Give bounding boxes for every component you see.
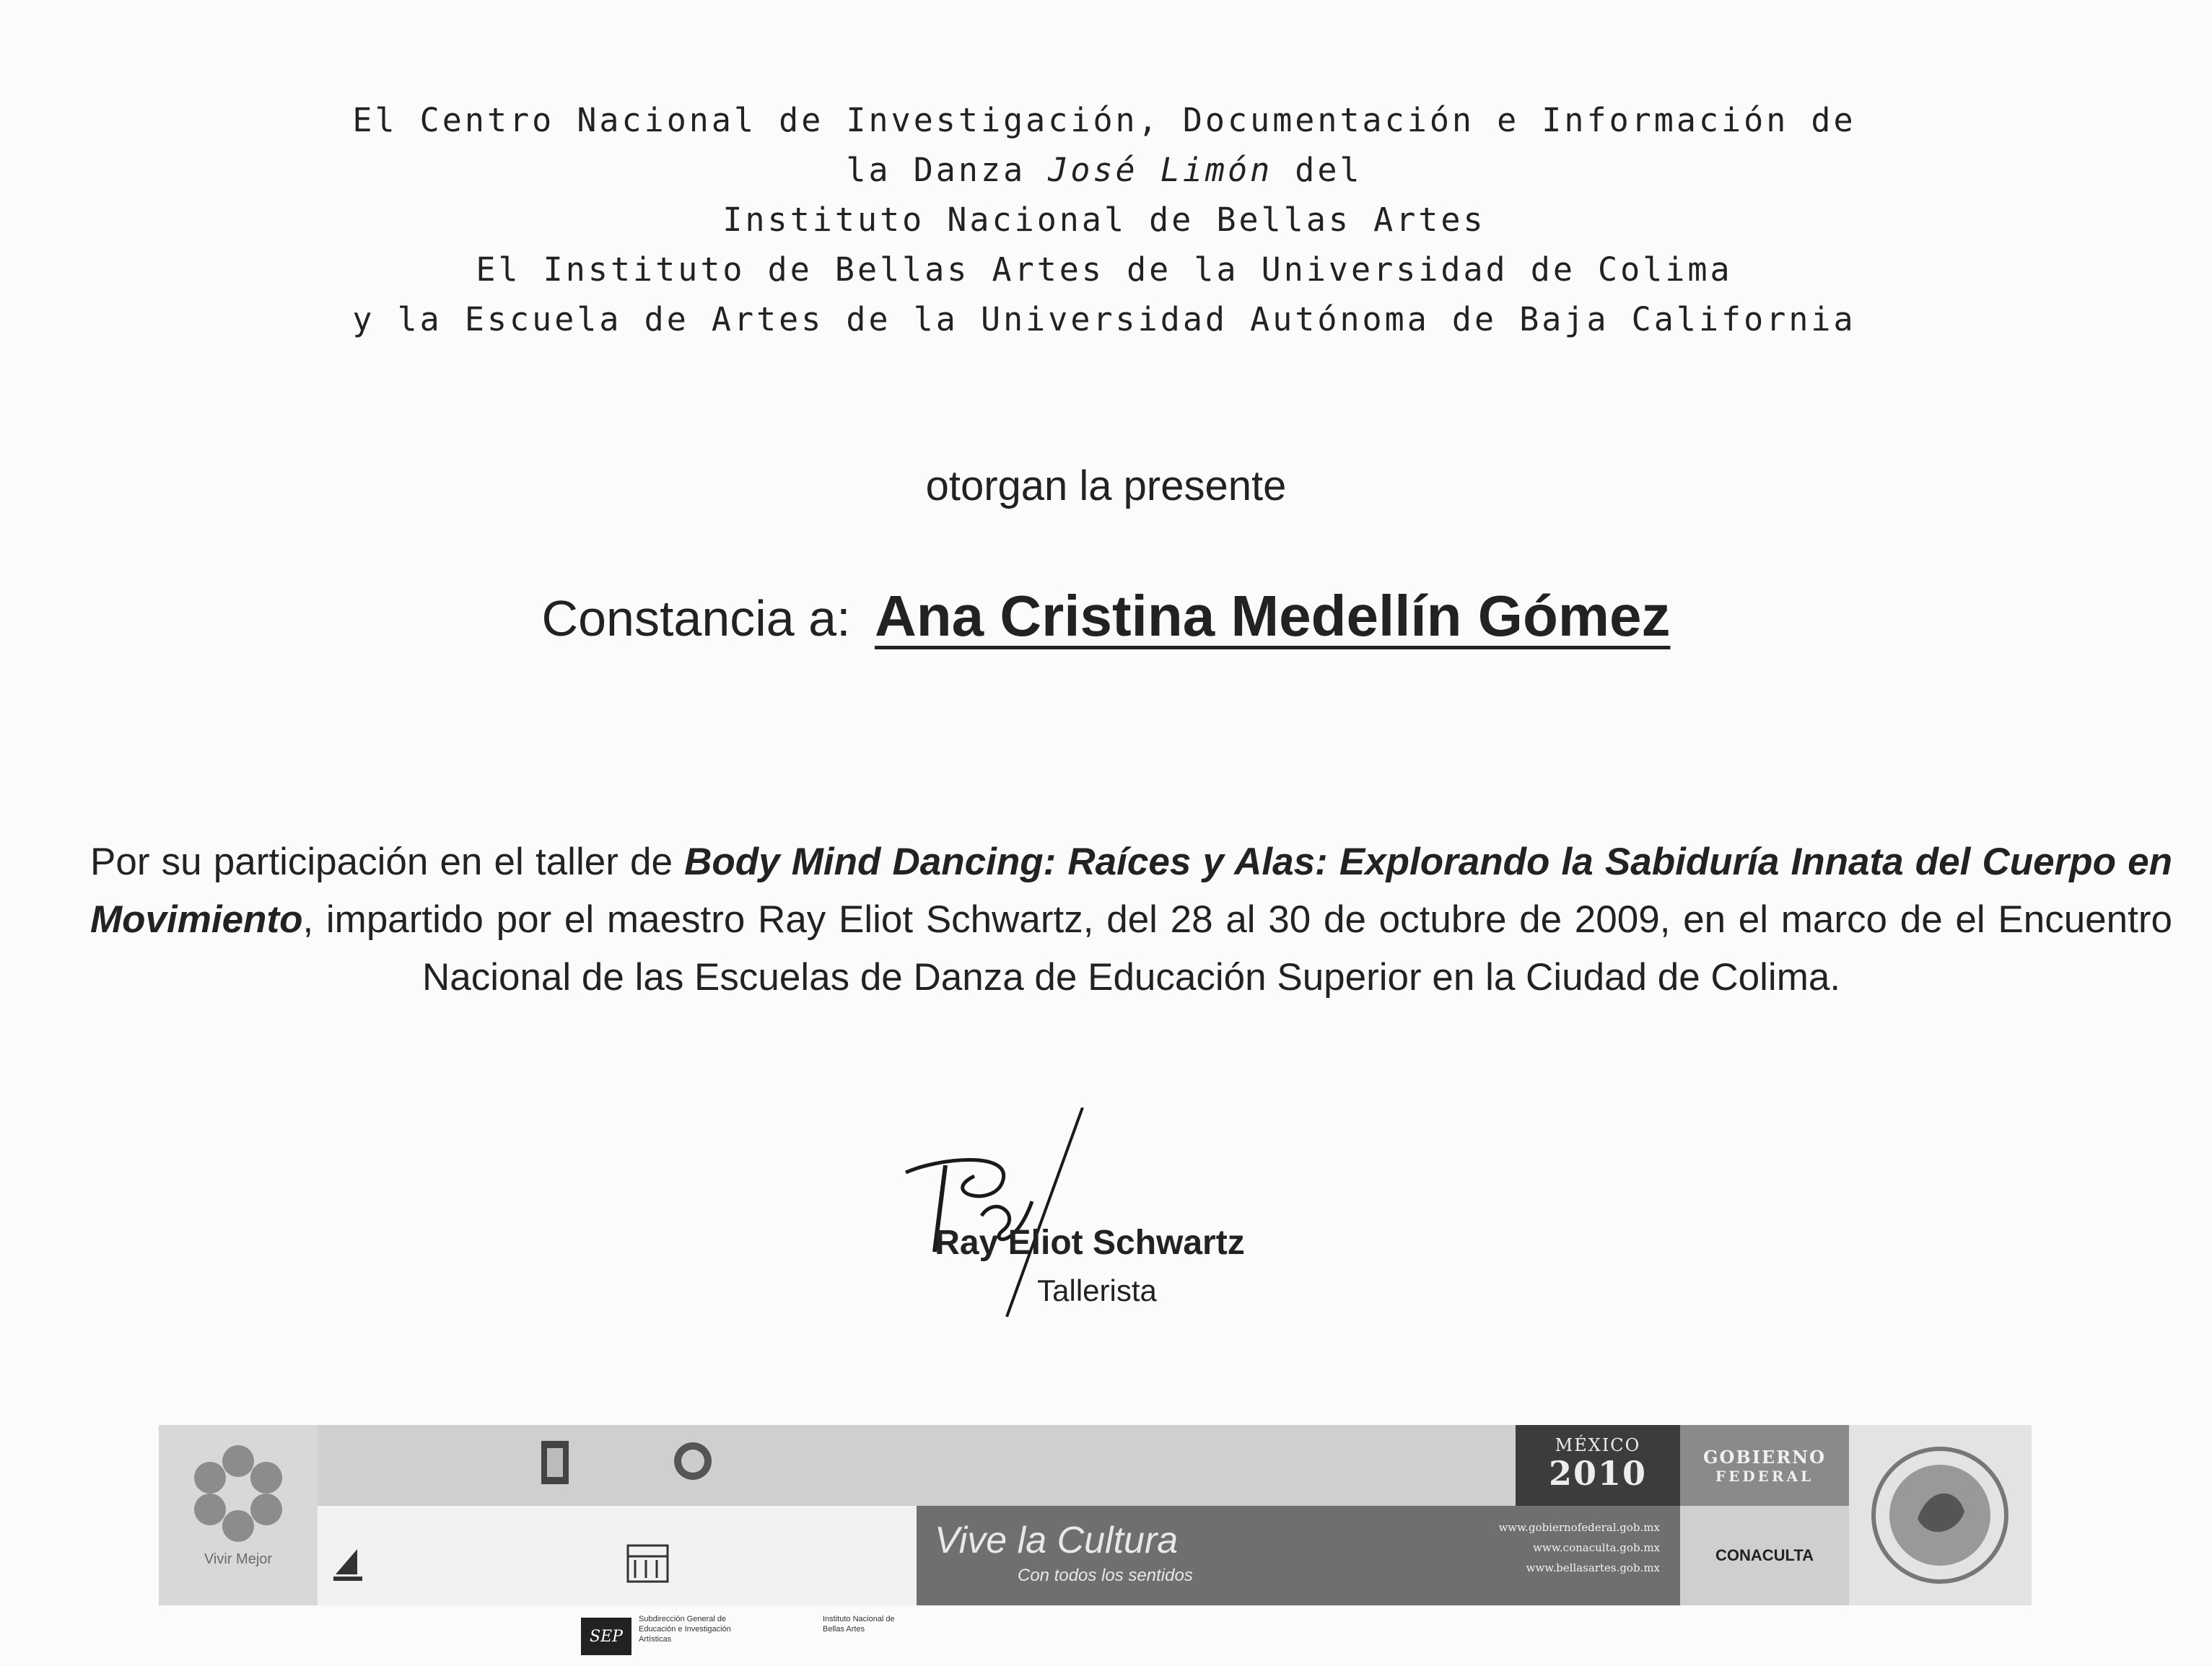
url-conaculta: www.conaculta.gob.mx — [1533, 1541, 1660, 1554]
vivir-mejor-logo — [159, 1425, 318, 1605]
recipient-name: Ana Cristina Medellín Gómez — [875, 584, 1671, 648]
header-line-2 — [166, 145, 2042, 195]
inba-label: Instituto Nacional de Bellas Artes — [823, 1615, 895, 1634]
institution-logos-icon — [318, 1506, 917, 1605]
institution-logos-strip — [318, 1506, 917, 1646]
url-bellasartes: www.bellasartes.gob.mx — [1526, 1561, 1660, 1574]
vive-la-cultura-text: Vive la Cultura — [935, 1520, 1179, 1561]
header-line-1: El Centro Nacional de Investigación, Documentación e Información de — [352, 101, 1856, 139]
header-line-2-pre: la Danza — [846, 151, 1049, 189]
university-shields-icon — [318, 1425, 823, 1506]
constancia-label: Constancia a: — [541, 590, 851, 646]
body-rest: , impartido por el maestro Ray Eliot Schwartz, del 28 al 30 de octubre de 2009, en el marco de el Encuentro Nacional de las Escuelas de Danza de Educación Superior en la Ciudad de Colima. — [302, 898, 2172, 999]
flower-icon — [159, 1425, 318, 1569]
sep-label: Subdirección General de Educación e Investigación Artísticas — [639, 1615, 731, 1644]
federal-label: FEDERAL — [1715, 1468, 1814, 1485]
vivir-mejor-label: Vivir Mejor — [204, 1551, 273, 1567]
header-line-5: y la Escuela de Artes de la Universidad Autónoma de Baja California — [352, 300, 1856, 338]
mexico-2010-logo — [1516, 1425, 1680, 1506]
signer-role: Tallerista — [1037, 1273, 1157, 1307]
university-logos-strip — [318, 1425, 1680, 1506]
mexico-label: MÉXICO — [1555, 1435, 1641, 1455]
url-gobierno: www.gobiernofederal.gob.mx — [1498, 1521, 1660, 1534]
gobierno-label: GOBIERNO — [1703, 1447, 1826, 1468]
gobierno-federal-logo — [1680, 1425, 1849, 1506]
website-list — [1422, 1517, 1660, 1578]
header-line-4: El Instituto de Bellas Artes de la Universidad de Colima — [476, 250, 1733, 289]
sep-logo: SEP — [581, 1618, 631, 1655]
signer-name: Ray Eliot Schwartz — [935, 1224, 1245, 1262]
national-seal — [1849, 1425, 2032, 1605]
participation-paragraph — [90, 833, 2172, 1007]
issuing-institutions — [166, 95, 2042, 344]
body-intro: Por su participación en el taller de — [90, 841, 685, 883]
eagle-seal-icon — [1849, 1425, 2032, 1605]
header-line-2-italic: José Limón — [1048, 151, 1273, 189]
year-label: 2010 — [1548, 1454, 1648, 1493]
grant-text: otorgan la presente — [925, 462, 1287, 509]
constancia-line — [0, 583, 2212, 649]
conaculta-logo: CONACULTA — [1680, 1506, 1849, 1605]
header-line-2-post: del — [1272, 151, 1363, 189]
workshop-title: Body Mind Dancing: Raíces y Alas: Explorando la Sabiduría Innata del Cuerpo en Movimiento — [90, 841, 2172, 941]
header-line-3: Instituto Nacional de Bellas Artes — [722, 201, 1486, 239]
todos-sentidos-text: Con todos los sentidos — [1018, 1566, 1193, 1585]
sponsor-logo-band — [159, 1425, 2032, 1646]
